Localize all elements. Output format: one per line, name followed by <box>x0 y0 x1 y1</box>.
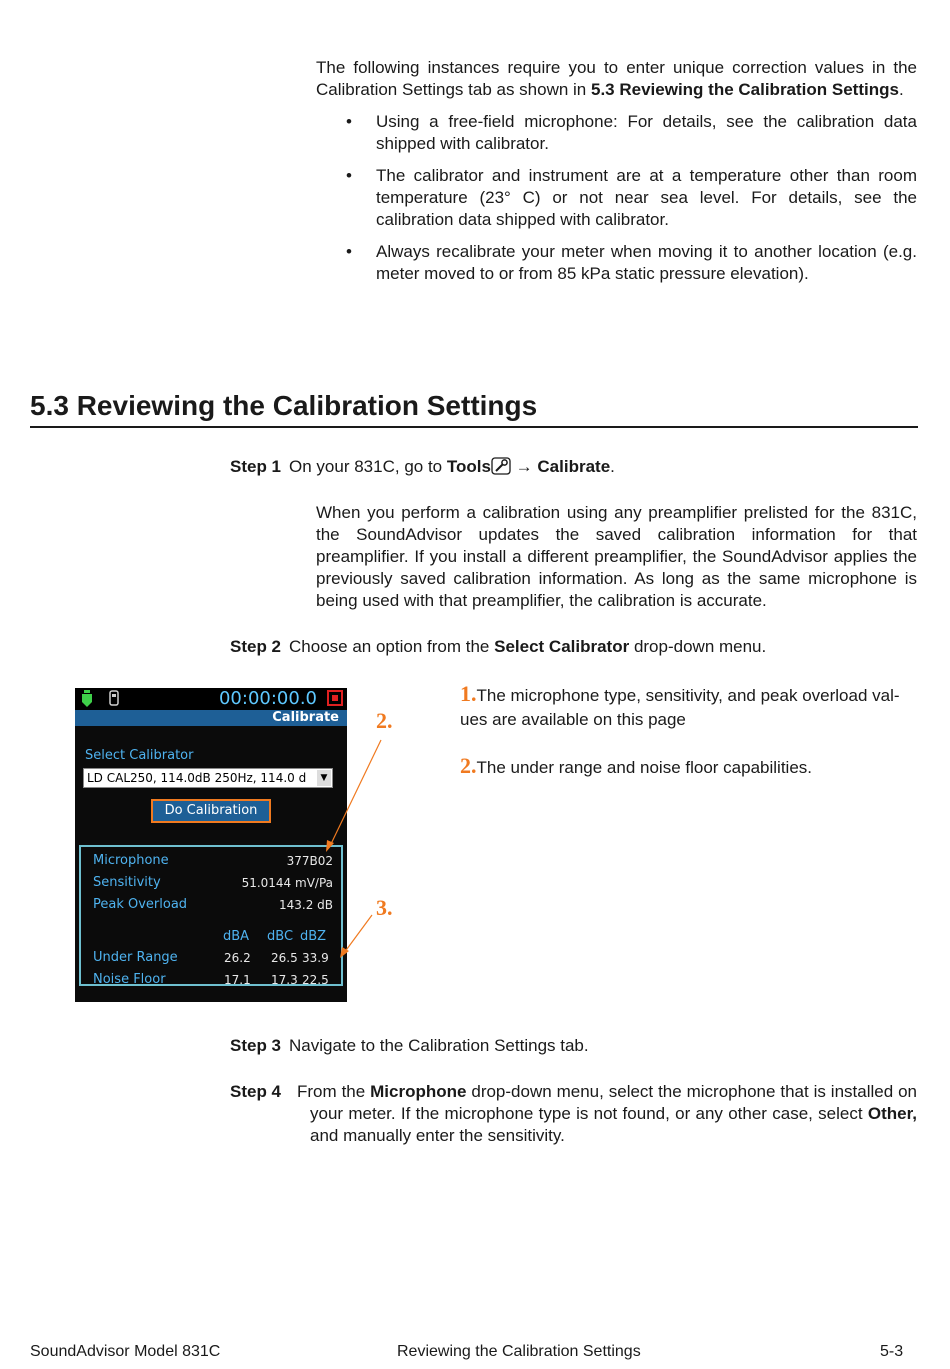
col-dbc: dBC <box>267 929 294 944</box>
under-range-dbc: 26.5 <box>271 951 298 965</box>
other-option-text: Other, <box>867 1104 917 1123</box>
step-4 <box>230 1081 917 1147</box>
step-1-paragraph: When you perform a calibration using any preamplifier prelisted for the 831C, the SoundAdvisor updates the saved calibration information for that preamplifier. If you install a different preamplifier, the SoundAdvisor applies the previously saved calibration information. As long as the same microphone is being used with that preamplifier, the calibration is accurate. <box>316 503 917 610</box>
bullet-text: The calibrator and instrument are at a temperature other than room temperature (23° C) or not near sea level. For details, see the calibration data shipped with calibrator. <box>376 166 917 229</box>
step-3-label: Step 3 <box>230 1036 282 1055</box>
noise-floor-dba: 17.1 <box>224 973 251 987</box>
callout-item-1 <box>460 682 917 732</box>
callout-item-2-text: The under range and noise floor capabilities. <box>476 758 812 777</box>
bullet-dot: • <box>346 112 352 131</box>
footer-page-number: 5-3 <box>880 1343 904 1360</box>
callout-item-2-number: 2. <box>460 753 477 778</box>
step-2-text: Choose an option from the <box>289 637 495 656</box>
noise-floor-dbc: 17.3 <box>271 973 298 987</box>
dropdown-arrow-icon[interactable]: ▼ <box>317 770 331 786</box>
callout-item-2 <box>460 754 917 780</box>
select-calibrator-text: Select Calibrator <box>494 637 630 656</box>
step-3-text: Navigate to the Calibration Settings tab. <box>289 1036 589 1055</box>
callout-item-1-text: The microphone type, sensitivity, and peak overload val-ues are available on this page <box>460 686 900 729</box>
bullet-text: Using a free-field microphone: For details, see the calibration data shipped with calibrator. <box>376 112 917 153</box>
screen-timer: 00:00:00.0 <box>218 688 317 709</box>
bullet-text: Always recalibrate your meter when moving it to another location (e.g. meter moved to or from 85 kPa static pressure elevation). <box>376 242 917 283</box>
intro-period: . <box>898 80 904 99</box>
screen-title: Calibrate <box>272 710 339 725</box>
under-range-label: Under Range <box>93 950 178 965</box>
calibrator-dropdown-value: LD CAL250, 114.0dB 250Hz, 114.0 d <box>87 771 307 785</box>
step-1-label: Step 1 <box>230 457 282 476</box>
callout-line-3 <box>344 915 372 953</box>
sensitivity-value: 51.0144 mV/Pa <box>241 876 333 890</box>
step-2-label: Step 2 <box>230 637 282 656</box>
intro-text: The following instances require you to enter unique correction values in the Calibration Settings tab as shown in <box>316 58 917 99</box>
callout-marker-2: 2. <box>376 708 393 733</box>
tools-menu-text: Tools <box>446 457 491 476</box>
callout-line-2 <box>330 740 381 846</box>
section-heading: 5.3 Reviewing the Calibration Settings <box>30 388 918 428</box>
callout-item-1-number: 1. <box>460 681 477 706</box>
do-calibration-button[interactable]: Do Calibration <box>151 799 271 823</box>
noise-floor-label: Noise Floor <box>93 972 166 987</box>
step-2-text-after: drop-down menu. <box>629 637 767 656</box>
intro-link-text: 5.3 Reviewing the Calibration Settings <box>591 80 899 99</box>
arrow-glyph: → <box>515 457 533 476</box>
callout-marker-3: 3. <box>376 895 393 920</box>
step-4-text-mid: drop-down menu, select the microphone that is installed on your meter. If the microphone type is not found, or any other case, select <box>310 1082 917 1123</box>
step-4-text-after: and manually enter the sensitivity. <box>310 1126 565 1145</box>
step-4-label: Step 4 <box>230 1082 282 1101</box>
under-range-dba: 26.2 <box>224 951 251 965</box>
under-range-dbz: 33.9 <box>302 951 329 965</box>
step-1-period: . <box>610 457 615 476</box>
step-1-text: On your 831C, go to <box>289 457 447 476</box>
microphone-menu-text: Microphone <box>370 1082 467 1101</box>
footer-center: Reviewing the Calibration Settings <box>397 1343 641 1360</box>
sensitivity-label: Sensitivity <box>93 875 161 890</box>
noise-floor-dbz: 22.5 <box>302 973 329 987</box>
peak-overload-label: Peak Overload <box>93 897 188 912</box>
peak-overload-value: 143.2 dB <box>278 898 333 912</box>
calibrate-menu-text: Calibrate <box>537 457 611 476</box>
select-calibrator-label: Select Calibrator <box>85 748 194 763</box>
step-4-text: From the <box>297 1082 371 1101</box>
col-dbz: dBZ <box>300 929 327 944</box>
step-3 <box>230 1035 920 1057</box>
callout-arrow-2 <box>326 840 334 852</box>
bullet-dot: • <box>346 242 352 261</box>
microphone-label: Microphone <box>93 853 169 868</box>
footer-left: SoundAdvisor Model 831C <box>30 1343 221 1360</box>
bullet-dot: • <box>346 166 352 185</box>
microphone-value: 377B02 <box>286 854 333 868</box>
col-dba: dBA <box>223 929 250 944</box>
